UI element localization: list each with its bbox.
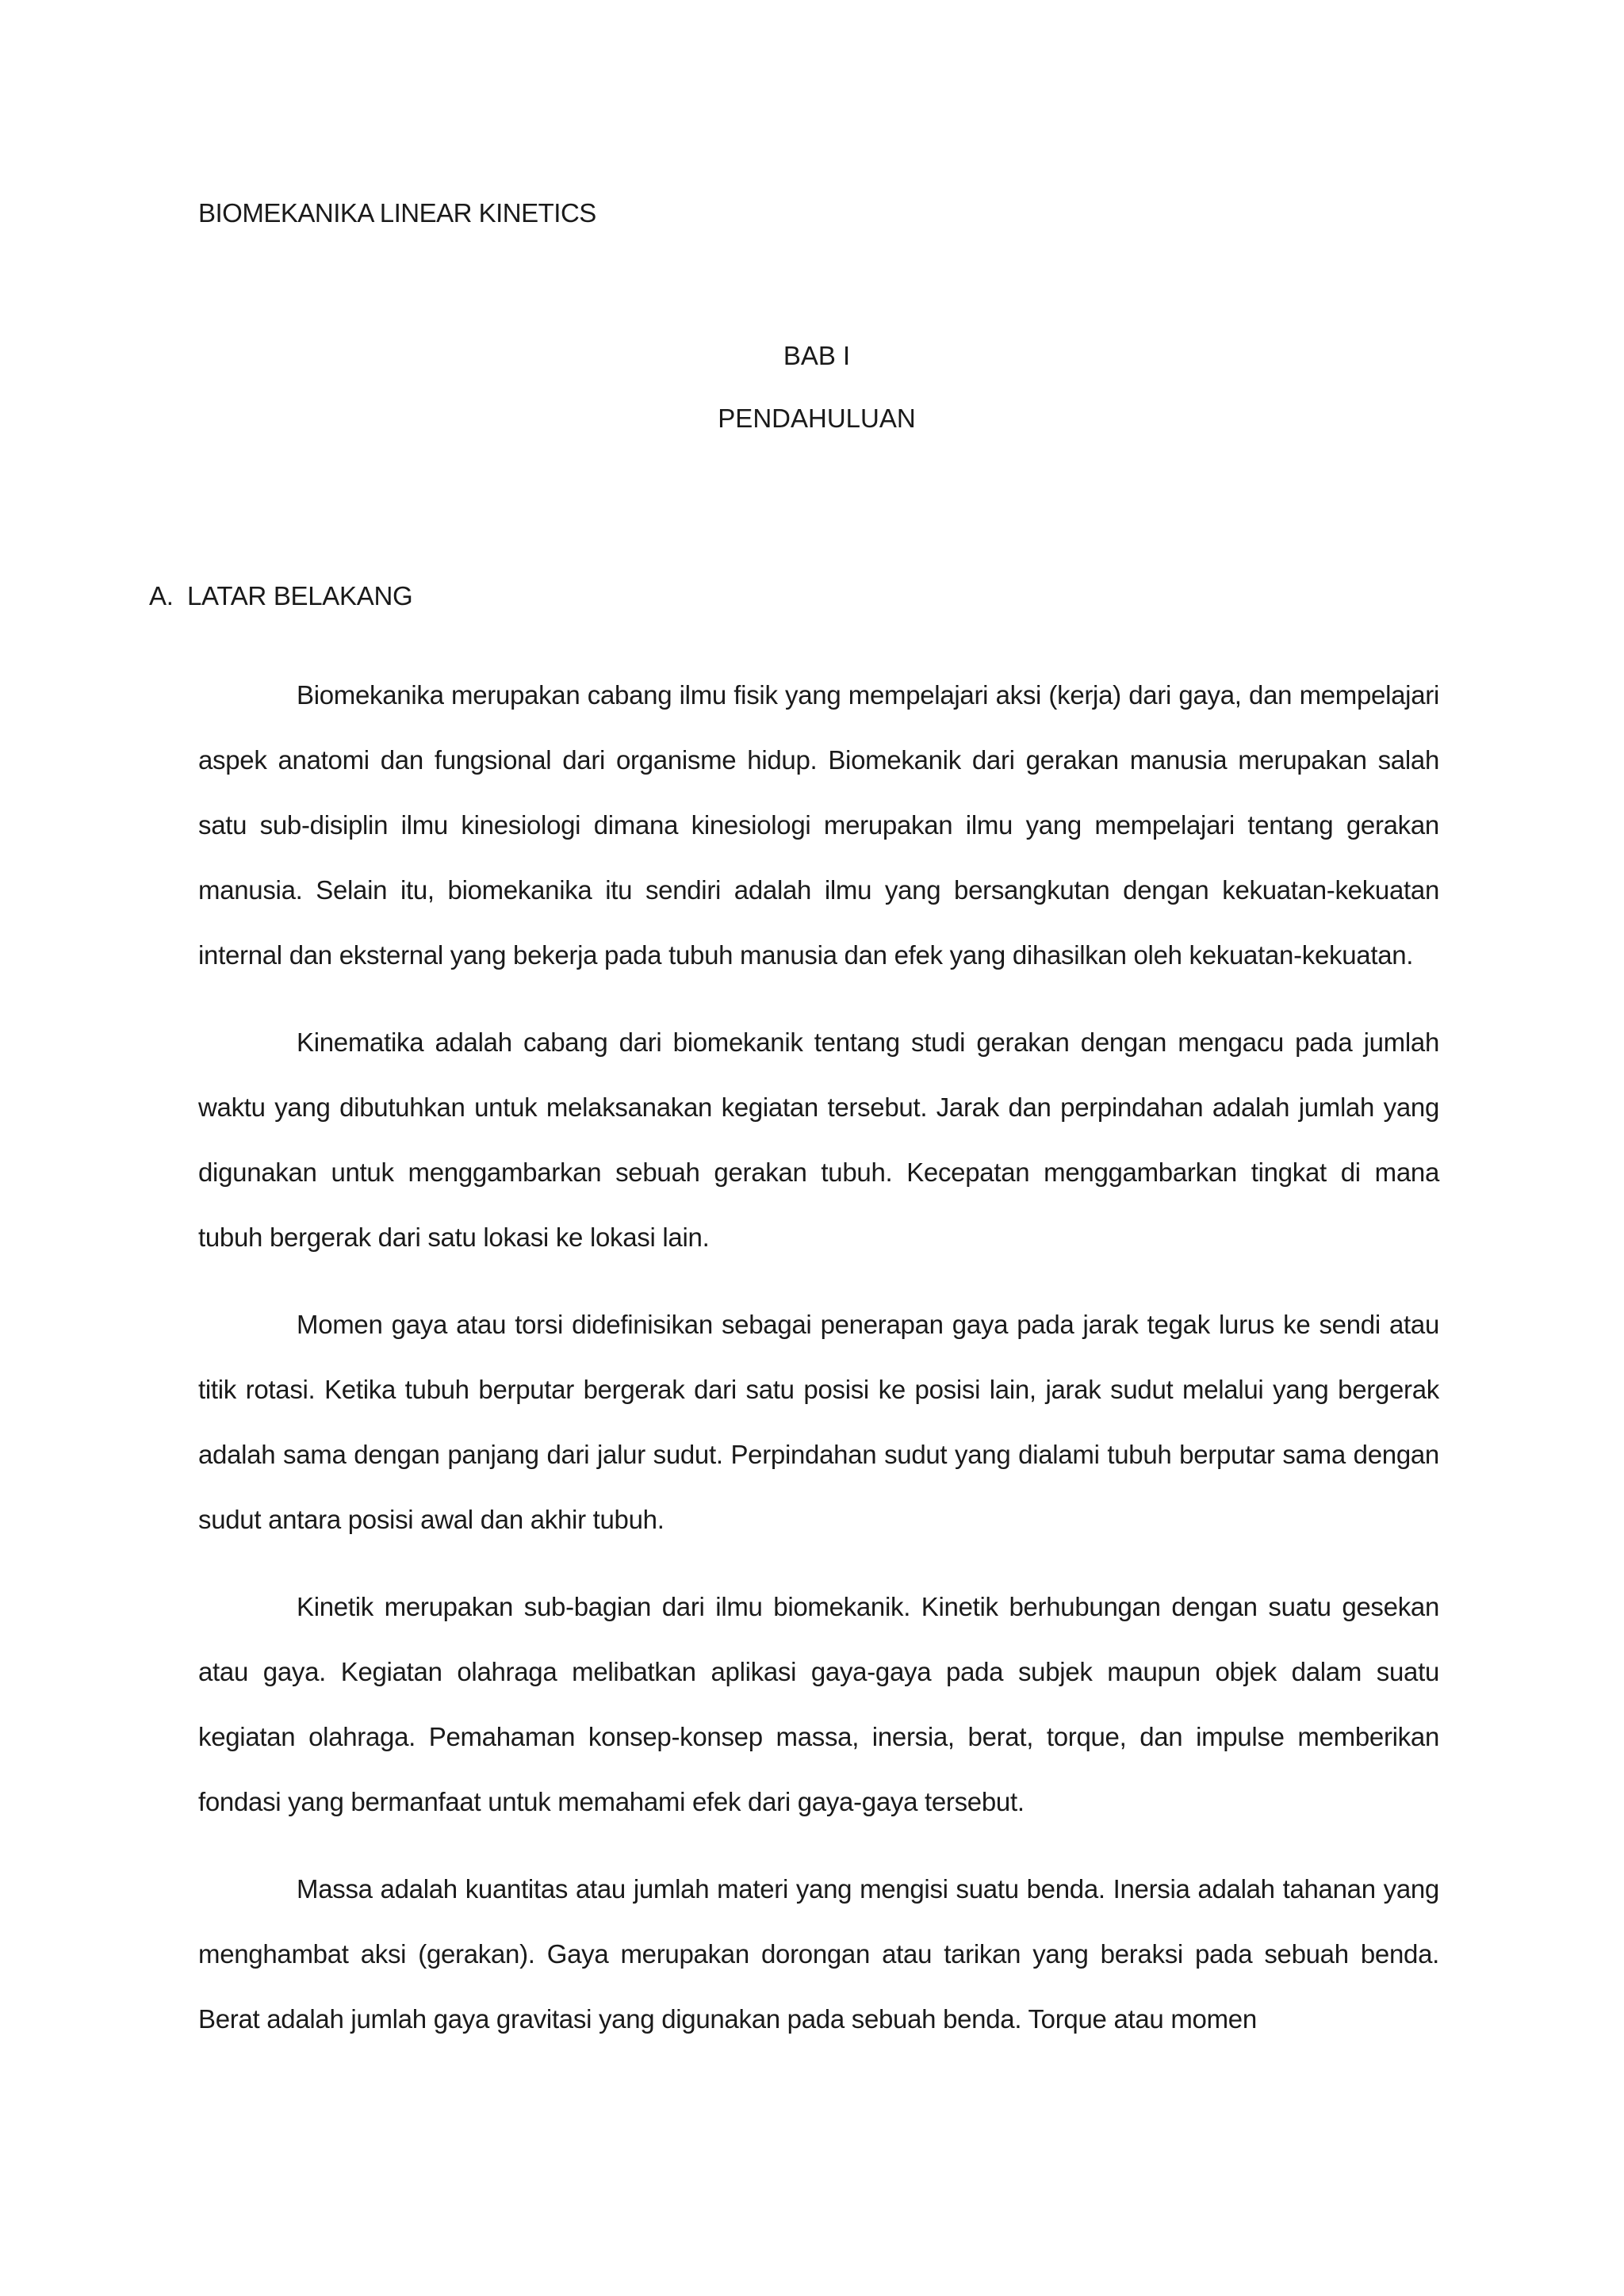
paragraph: Kinematika adalah cabang dari biomekanik tentang studi gerakan dengan mengacu pada jumlah waktu yang dibutuhkan untuk melaksanakan kegiatan tersebut. Jarak dan perpindahan adalah jumlah yang digunakan untuk menggambarkan sebuah gerakan tubuh. Kecepatan menggambarkan tingkat di mana tubuh bergerak dari satu lokasi ke lokasi lain. bbox=[198, 1027, 1439, 1252]
chapter-number: BAB I bbox=[783, 341, 851, 370]
body-text bbox=[198, 663, 1439, 2074]
section-heading-text: LATAR BELAKANG bbox=[187, 581, 413, 610]
paragraph: Momen gaya atau torsi didefinisikan sebagai penerapan gaya pada jarak tegak lurus ke sendi atau titik rotasi. Ketika tubuh berputar bergerak dari satu posisi ke posisi lain, jarak sudut melalui yang bergerak adalah sama dengan panjang dari jalur sudut. Perpindahan sudut yang dialami tubuh berputar sama dengan sudut antara posisi awal dan akhir tubuh. bbox=[198, 1310, 1439, 1534]
section-marker: A. bbox=[149, 581, 174, 610]
paragraph: Massa adalah kuantitas atau jumlah materi yang mengisi suatu benda. Inersia adalah tahanan yang menghambat aksi (gerakan). Gaya merupakan dorongan atau tarikan yang beraksi pada sebuah benda. Berat adalah jumlah gaya gravitasi yang digunakan pada sebuah benda. Torque atau momen bbox=[198, 1874, 1439, 2034]
paragraph: Kinetik merupakan sub-bagian dari ilmu biomekanik. Kinetik berhubungan dengan suatu gesekan atau gaya. Kegiatan olahraga melibatkan aplikasi gaya-gaya pada subjek maupun objek dalam suatu kegiatan olahraga. Pemahaman konsep-konsep massa, inersia, berat, torque, dan impulse memberikan fondasi yang bermanfaat untuk memahami efek dari gaya-gaya tersebut. bbox=[198, 1592, 1439, 1816]
document-title: BIOMEKANIKA LINEAR KINETICS bbox=[198, 198, 596, 228]
paragraph: Biomekanika merupakan cabang ilmu fisik yang mempelajari aksi (kerja) dari gaya, dan mempelajari aspek anatomi dan fungsional dari organisme hidup. Biomekanik dari gerakan manusia merupakan salah satu sub-disiplin ilmu kinesiologi dimana kinesiologi merupakan ilmu yang mempelajari tentang gerakan manusia. Selain itu, biomekanika itu sendiri adalah ilmu yang bersangkutan dengan kekuatan-kekuatan internal dan eksternal yang bekerja pada tubuh manusia dan efek yang dihasilkan oleh kekuatan-kekuatan. bbox=[198, 680, 1439, 970]
section-heading bbox=[149, 581, 412, 611]
chapter-title: PENDAHULUAN bbox=[718, 404, 916, 433]
